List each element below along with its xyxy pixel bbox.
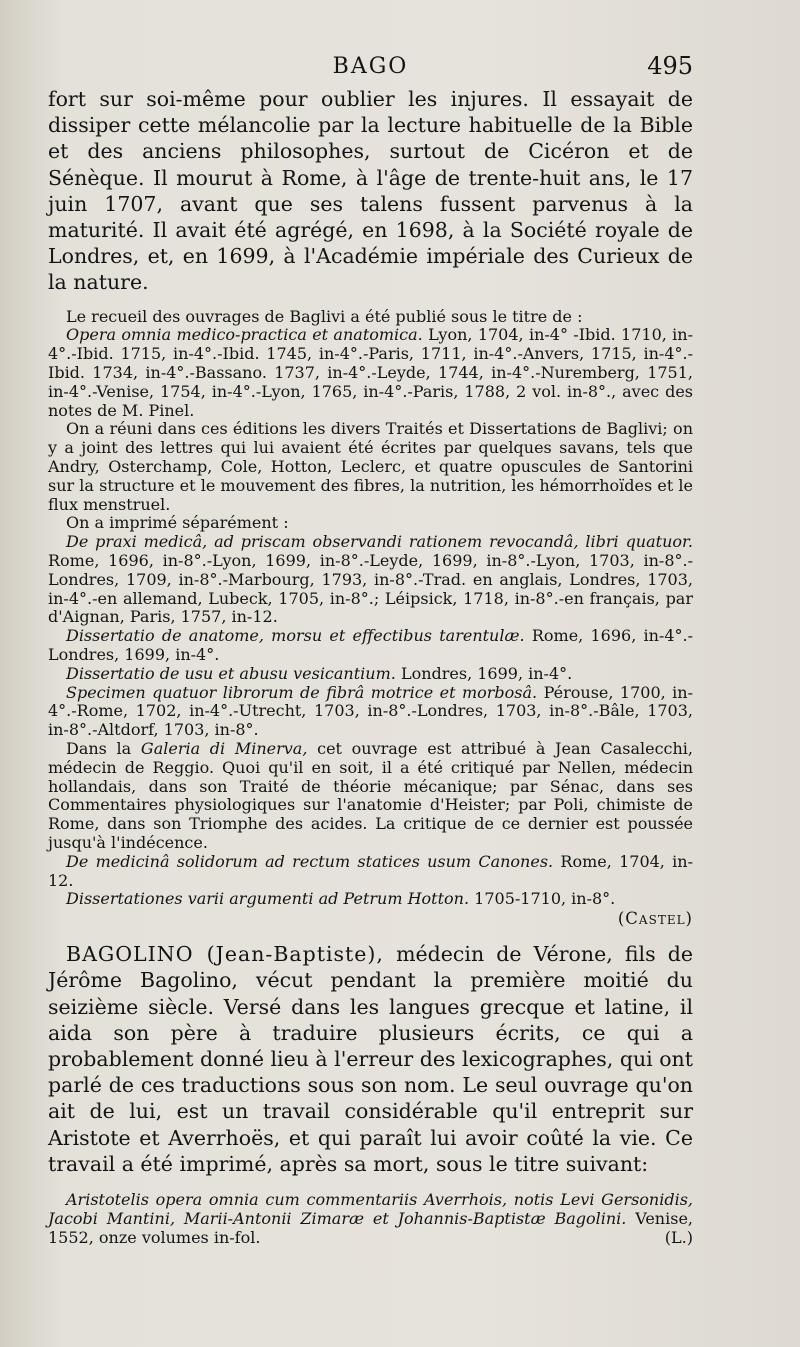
- galeria-title: Galeria di Minerva,: [140, 738, 308, 758]
- work-title: Dissertatio de usu et abusu vesicantium.: [66, 663, 396, 683]
- work-title: Specimen quatuor librorum de fibrâ motrice et morbosâ.: [66, 682, 538, 702]
- work-entry: [48, 890, 693, 909]
- author-signature: (L.): [664, 1227, 693, 1247]
- running-title: BAGO: [332, 54, 409, 79]
- work-entry: [48, 665, 693, 684]
- work-entry: [48, 684, 693, 740]
- recueil-intro: Le recueil des ouvrages de Baglivi a été publié sous le titre de :: [66, 306, 583, 326]
- work-entry: [48, 853, 693, 891]
- page-number: 495: [647, 52, 693, 80]
- work-entry: [48, 533, 693, 627]
- intro-paragraph: fort sur soi-même pour oublier les injures. Il essayait de dissiper cette mélancolie par la lecture habituelle de la Bible et des anciens philosophes, surtout de Cicéron et de Sénèque. Il mourut à Rome, à l'âge de trente-huit ans, le 17 juin 1707, avant que ses talens fussent parvenus à la maturité. Il avait été agrégé, en 1698, à la Société royale de Londres, et, en 1699, à l'Académie impériale des Curieux de la nature.: [48, 87, 693, 295]
- notes-block: [48, 308, 693, 930]
- reuni-paragraph: On a réuni dans ces éditions les divers Traités et Dissertations de Baglivi; on y a joint des lettres qui lui avaient été écrites par quelques savans, tels que Andry, Osterchamp, Cole, Hotton, Leclerc, et quatre opuscules de Santorini sur la structure et le mouvement des fibres, la nutrition, les hémorrhoïdes et le flux menstruel.: [48, 419, 693, 514]
- separement-intro: On a imprimé séparément :: [66, 513, 289, 533]
- work-title: Dissertationes varii argumenti ad Petrum Hotton.: [66, 889, 470, 909]
- work-title: De medicinâ solidorum ad rectum statices usum Canones.: [66, 851, 554, 871]
- work-details: Rome, 1704, in-12.: [48, 851, 693, 890]
- opera-entry: [48, 326, 693, 420]
- work-entry: [48, 627, 693, 665]
- bagolino-work: [48, 1191, 693, 1247]
- galeria-pre: Dans la: [66, 738, 132, 758]
- galeria-text: cet ouvrage est attribué à Jean Casalecchi, médecin de Reggio. Quoi qu'il en soit, il a été critiqué par Nellen, médecin hollandais, dans son Traité de théorie mécanique; par Sénac, dans ses Commentaires physiologiques sur l'anatomie d'Heister; par Poli, chimiste de Rome, dans son Triomphe des acides. La critique de ce dernier est poussée jusqu'à l'indécence.: [48, 738, 694, 852]
- page-body: [48, 86, 693, 1247]
- author-signature: (Castel): [617, 909, 693, 929]
- work-title: De praxi medicâ, ad priscam observandi rationem revocandâ, libri quatuor.: [66, 532, 693, 552]
- bagolino-article: [48, 941, 693, 1177]
- article-headword: BAGOLINO (Jean-Baptiste),: [66, 942, 384, 967]
- opera-title: Opera omnia medico-practica et anatomica.: [66, 325, 423, 345]
- work-details: 1705-1710, in-8°.: [474, 889, 616, 909]
- work-details: Rome, 1696, in-8°.-Lyon, 1699, in-8°.-Leyde, 1699, in-8°.-Lyon, 1703, in-8°.-Londres, 1709, in-8°.-Marbourg, 1793, in-8°.-Trad. en anglais, Londres, 1703, in-4°.-en allemand, Lubeck, 1705, in-8°.; Léipsick, 1718, in-8°.-en français, par d'Aignan, Paris, 1757, in-12.: [48, 550, 693, 627]
- opera-details: Lyon, 1704, in-4° -Ibid. 1710, in-4°.-Ibid. 1715, in-4°.-Ibid. 1745, in-4°.-Paris, 1711, in-4°.-Anvers, 1715, in-4°.-Ibid. 1734, in-4°.-Bassano. 1737, in-4°.-Leyde, 1744, in-4°.-Nuremberg, 1751, in-4°.-Venise, 1754, in-4°.-Lyon, 1765, in-4°.-Paris, 1788, 2 vol. in-8°., avec des notes de M. Pinel.: [48, 325, 693, 420]
- galeria-paragraph: [48, 740, 693, 853]
- work-title: Dissertatio de anatome, morsu et effectibus tarentulæ.: [66, 626, 525, 646]
- work-details: Rome, 1696, in-4°.-Londres, 1699, in-4°.: [48, 626, 693, 664]
- work-details: Pérouse, 1700, in-4°.-Rome, 1702, in-4°.-Utrecht, 1703, in-8°.-Londres, 1703, in-8°.-Bâle, 1703, in-8°.-Altdorf, 1703, in-8°.: [48, 682, 693, 740]
- work-details: Londres, 1699, in-4°.: [400, 663, 573, 683]
- work-title: Aristotelis opera omnia cum commentariis Averrhois, notis Levi Gersonidis, Jacobi Mantini, Marii-Antonii Zimaræ et Johannis-Baptistæ Bagolini.: [48, 1189, 693, 1228]
- running-head: [48, 52, 693, 84]
- article-text: médecin de Vérone, fils de Jérôme Bagolino, vécut pendant la première moitié du seizième siècle. Versé dans les langues grecque et latine, il aida son père à traduire plusieurs écrits, ce qui a probablement donné lieu à l'erreur des lexicographes, qui ont parlé de ces traductions sous son nom. Le seul ouvrage qu'on ait de lui, est un travail considérable qu'il entreprit sur Aristote et Averrhoës, et qui paraît lui avoir coûté la vie. Ce travail a été imprimé, après sa mort, sous le titre suivant:: [48, 942, 693, 1176]
- work-details: Venise, 1552, onze volumes in-fol.: [48, 1208, 693, 1247]
